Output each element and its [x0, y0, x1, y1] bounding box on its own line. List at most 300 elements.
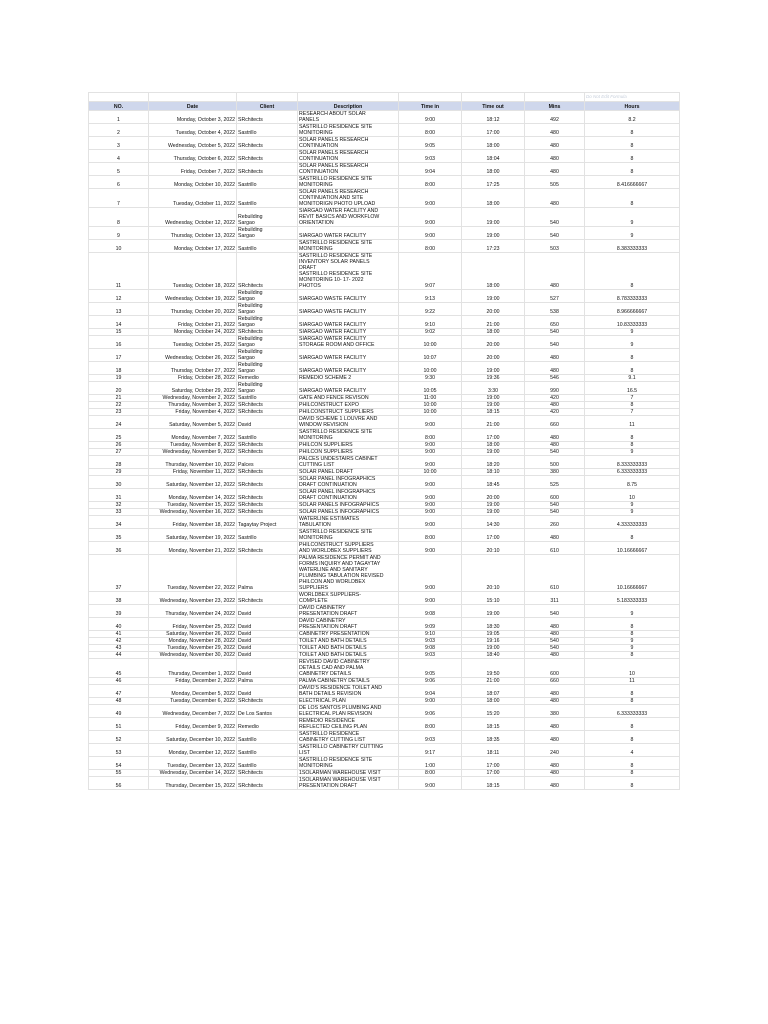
row-number[interactable]: 38 [89, 592, 149, 605]
date-cell[interactable]: Thursday, November 3, 2022 [149, 402, 237, 409]
description-cell[interactable]: 1SOLARMAN WAREHOUSE VISIT [298, 770, 399, 777]
date-cell[interactable]: Friday, October 7, 2022 [149, 163, 237, 176]
description-cell[interactable]: WATERLINE ESTIMATES TABULATION [298, 516, 399, 529]
time-in-cell[interactable]: 8:00 [399, 124, 462, 137]
date-cell[interactable]: Monday, November 28, 2022 [149, 638, 237, 645]
header-time-in[interactable]: Time in [399, 102, 462, 111]
time-in-cell[interactable]: 9:05 [399, 659, 462, 678]
client-cell[interactable]: Rebuilding Sargao [237, 362, 298, 375]
client-cell[interactable]: SRchitects [237, 502, 298, 509]
client-cell[interactable]: Rebuilding Sargao [237, 382, 298, 395]
header-description[interactable]: Description [298, 102, 399, 111]
mins-cell[interactable]: 480 [525, 137, 585, 150]
description-cell[interactable]: SIARGAO WASTE FACILITY [298, 290, 399, 303]
date-cell[interactable]: Friday, December 9, 2022 [149, 718, 237, 731]
time-out-cell[interactable]: 17:00 [462, 770, 525, 777]
time-in-cell[interactable]: 9:00 [399, 555, 462, 592]
date-cell[interactable]: Wednesday, November 30, 2022 [149, 652, 237, 659]
row-number[interactable]: 40 [89, 618, 149, 631]
time-out-cell[interactable]: 18:07 [462, 685, 525, 698]
description-cell[interactable]: SOLAR PANELS RESEARCH CONTINUATION AND SITE MONITORIGN PHOTO UPLOAD [298, 189, 399, 208]
hours-cell[interactable]: 8 [585, 442, 680, 449]
mins-cell[interactable]: 480 [525, 150, 585, 163]
hours-cell[interactable]: 8.783333333 [585, 290, 680, 303]
hours-cell[interactable]: 8.966666667 [585, 303, 680, 316]
time-in-cell[interactable]: 9:00 [399, 698, 462, 705]
time-in-cell[interactable]: 10:00 [399, 469, 462, 476]
mins-cell[interactable]: 546 [525, 375, 585, 382]
client-cell[interactable]: SRchitects [237, 592, 298, 605]
row-number[interactable]: 43 [89, 645, 149, 652]
client-cell[interactable]: SRchitects [237, 402, 298, 409]
mins-cell[interactable]: 480 [525, 685, 585, 698]
description-cell[interactable]: REMEDIO SCHEME 2 [298, 375, 399, 382]
time-out-cell[interactable]: 19:50 [462, 659, 525, 678]
time-out-cell[interactable]: 19:00 [462, 402, 525, 409]
hours-cell[interactable]: 8 [585, 757, 680, 770]
date-cell[interactable]: Tuesday, November 29, 2022 [149, 645, 237, 652]
client-cell[interactable]: Remedio [237, 375, 298, 382]
date-cell[interactable]: Wednesday, October 19, 2022 [149, 290, 237, 303]
date-cell[interactable]: Saturday, November 26, 2022 [149, 631, 237, 638]
time-in-cell[interactable]: 10:00 [399, 402, 462, 409]
hours-cell[interactable]: 8 [585, 163, 680, 176]
description-cell[interactable]: PHILCON SUPPLIERS [298, 449, 399, 456]
time-out-cell[interactable]: 20:10 [462, 542, 525, 555]
row-number[interactable]: 7 [89, 189, 149, 208]
mins-cell[interactable]: 480 [525, 429, 585, 442]
date-cell[interactable]: Saturday, November 19, 2022 [149, 529, 237, 542]
time-in-cell[interactable]: 9:00 [399, 509, 462, 516]
date-cell[interactable]: Thursday, November 24, 2022 [149, 605, 237, 618]
client-cell[interactable]: SRchitects [237, 777, 298, 790]
time-in-cell[interactable]: 9:00 [399, 777, 462, 790]
mins-cell[interactable]: 538 [525, 303, 585, 316]
time-out-cell[interactable]: 20:00 [462, 489, 525, 502]
time-out-cell[interactable]: 19:05 [462, 631, 525, 638]
mins-cell[interactable]: 540 [525, 502, 585, 509]
hours-cell[interactable]: 8 [585, 631, 680, 638]
row-number[interactable]: 14 [89, 316, 149, 329]
client-cell[interactable]: Sastrillo [237, 124, 298, 137]
date-cell[interactable]: Friday, October 28, 2022 [149, 375, 237, 382]
row-number[interactable]: 1 [89, 111, 149, 124]
description-cell[interactable]: 1SOLARMAN WAREHOUSE VISIT PRESENTATION DRAFT [298, 777, 399, 790]
description-cell[interactable]: TOILET AND BATH DETAILS [298, 645, 399, 652]
mins-cell[interactable]: 527 [525, 290, 585, 303]
hours-cell[interactable]: 9 [585, 449, 680, 456]
hours-cell[interactable]: 8 [585, 362, 680, 375]
description-cell[interactable]: SOLAR PANEL INFOGRAPHICS DRAFT CONTINUATION [298, 489, 399, 502]
time-in-cell[interactable]: 8:00 [399, 770, 462, 777]
date-cell[interactable]: Monday, October 3, 2022 [149, 111, 237, 124]
description-cell[interactable]: ELECTRICAL PLAN [298, 698, 399, 705]
row-number[interactable]: 9 [89, 227, 149, 240]
client-cell[interactable]: David [237, 416, 298, 429]
header-hours[interactable]: Hours [585, 102, 680, 111]
mins-cell[interactable]: 480 [525, 253, 585, 290]
client-cell[interactable]: Sastrillo [237, 189, 298, 208]
mins-cell[interactable]: 480 [525, 718, 585, 731]
client-cell[interactable]: David [237, 618, 298, 631]
time-in-cell[interactable]: 9:00 [399, 208, 462, 227]
time-in-cell[interactable]: 9:00 [399, 189, 462, 208]
client-cell[interactable]: De Los Santos [237, 705, 298, 718]
mins-cell[interactable]: 420 [525, 395, 585, 402]
description-cell[interactable]: WORLDBEX SUPPLIERS- COMPLETE [298, 592, 399, 605]
row-number[interactable]: 18 [89, 362, 149, 375]
time-out-cell[interactable]: 18:04 [462, 150, 525, 163]
time-in-cell[interactable]: 9:00 [399, 442, 462, 449]
time-out-cell[interactable]: 18:45 [462, 476, 525, 489]
header-no[interactable]: NO. [89, 102, 149, 111]
client-cell[interactable]: David [237, 645, 298, 652]
client-cell[interactable]: SRchitects [237, 509, 298, 516]
date-cell[interactable]: Saturday, November 5, 2022 [149, 416, 237, 429]
mins-cell[interactable]: 540 [525, 449, 585, 456]
description-cell[interactable]: SOLAR PANEL INFOGRAPHICS DRAFT CONTINUATION [298, 476, 399, 489]
time-out-cell[interactable]: 21:00 [462, 416, 525, 429]
description-cell[interactable]: SOLAR PANELS RESEARCH CONTINUATION [298, 163, 399, 176]
time-in-cell[interactable]: 11:00 [399, 395, 462, 402]
hours-cell[interactable]: 11 [585, 678, 680, 685]
time-out-cell[interactable]: 19:00 [462, 509, 525, 516]
date-cell[interactable]: Monday, December 12, 2022 [149, 744, 237, 757]
client-cell[interactable]: SRchitects [237, 542, 298, 555]
hours-cell[interactable]: 9.1 [585, 375, 680, 382]
client-cell[interactable]: Sastrillo [237, 240, 298, 253]
client-cell[interactable]: SRchitects [237, 489, 298, 502]
header-time-out[interactable]: Time out [462, 102, 525, 111]
time-in-cell[interactable]: 8:00 [399, 429, 462, 442]
time-in-cell[interactable]: 9:00 [399, 516, 462, 529]
time-in-cell[interactable]: 8:00 [399, 176, 462, 189]
mins-cell[interactable]: 480 [525, 124, 585, 137]
time-in-cell[interactable]: 9:03 [399, 731, 462, 744]
date-cell[interactable]: Tuesday, October 11, 2022 [149, 189, 237, 208]
description-cell[interactable]: DE LOS SANTOS PLUMBING AND ELECTRICAL PLAN REVISION [298, 705, 399, 718]
hours-cell[interactable]: 8.333333333 [585, 456, 680, 469]
time-out-cell[interactable]: 18:00 [462, 189, 525, 208]
time-in-cell[interactable]: 9:06 [399, 678, 462, 685]
time-in-cell[interactable]: 9:10 [399, 631, 462, 638]
row-number[interactable]: 16 [89, 336, 149, 349]
hours-cell[interactable]: 8 [585, 429, 680, 442]
time-out-cell[interactable]: 20:00 [462, 349, 525, 362]
mins-cell[interactable]: 480 [525, 362, 585, 375]
time-out-cell[interactable]: 18:00 [462, 253, 525, 290]
time-out-cell[interactable]: 18:15 [462, 718, 525, 731]
time-out-cell[interactable]: 18:15 [462, 409, 525, 416]
date-cell[interactable]: Thursday, October 20, 2022 [149, 303, 237, 316]
time-out-cell[interactable]: 17:00 [462, 529, 525, 542]
date-cell[interactable]: Wednesday, December 14, 2022 [149, 770, 237, 777]
date-cell[interactable]: Wednesday, December 7, 2022 [149, 705, 237, 718]
time-in-cell[interactable]: 9:07 [399, 253, 462, 290]
time-in-cell[interactable]: 9:00 [399, 449, 462, 456]
time-in-cell[interactable]: 1:00 [399, 757, 462, 770]
hours-cell[interactable]: 9 [585, 509, 680, 516]
description-cell[interactable]: PHILCONSTRUCT SUPPLIERS AND WORLDBEX SUPPLIERS [298, 542, 399, 555]
time-out-cell[interactable]: 18:00 [462, 442, 525, 449]
client-cell[interactable]: SRchitects [237, 329, 298, 336]
row-number[interactable]: 35 [89, 529, 149, 542]
date-cell[interactable]: Tuesday, October 25, 2022 [149, 336, 237, 349]
time-in-cell[interactable]: 9:02 [399, 329, 462, 336]
date-cell[interactable]: Wednesday, October 26, 2022 [149, 349, 237, 362]
row-number[interactable]: 47 [89, 685, 149, 698]
time-out-cell[interactable]: 14:30 [462, 516, 525, 529]
date-cell[interactable]: Wednesday, October 5, 2022 [149, 137, 237, 150]
row-number[interactable]: 17 [89, 349, 149, 362]
time-out-cell[interactable]: 20:10 [462, 555, 525, 592]
time-out-cell[interactable]: 18:11 [462, 744, 525, 757]
date-cell[interactable]: Tuesday, December 6, 2022 [149, 698, 237, 705]
date-cell[interactable]: Tuesday, December 13, 2022 [149, 757, 237, 770]
mins-cell[interactable]: 380 [525, 705, 585, 718]
hours-cell[interactable]: 7 [585, 395, 680, 402]
description-cell[interactable]: PHILCONSTRUCT SUPPLIERS [298, 409, 399, 416]
time-in-cell[interactable]: 9:22 [399, 303, 462, 316]
mins-cell[interactable]: 540 [525, 336, 585, 349]
row-number[interactable]: 30 [89, 476, 149, 489]
row-number[interactable]: 54 [89, 757, 149, 770]
client-cell[interactable]: Sastrillo [237, 395, 298, 402]
time-out-cell[interactable]: 18:40 [462, 652, 525, 659]
time-out-cell[interactable]: 17:00 [462, 429, 525, 442]
time-out-cell[interactable]: 19:00 [462, 362, 525, 375]
time-out-cell[interactable]: 18:10 [462, 469, 525, 476]
time-in-cell[interactable]: 9:00 [399, 227, 462, 240]
hours-cell[interactable]: 8 [585, 777, 680, 790]
row-number[interactable]: 52 [89, 731, 149, 744]
hours-cell[interactable]: 9 [585, 329, 680, 336]
date-cell[interactable]: Wednesday, November 16, 2022 [149, 509, 237, 516]
description-cell[interactable]: SOLAR PANELS RESEARCH CONTINUATION [298, 150, 399, 163]
time-in-cell[interactable]: 10:07 [399, 349, 462, 362]
client-cell[interactable]: SRchitects [237, 253, 298, 290]
hours-cell[interactable]: 8 [585, 124, 680, 137]
row-number[interactable]: 51 [89, 718, 149, 731]
mins-cell[interactable]: 480 [525, 163, 585, 176]
description-cell[interactable]: SIARGAO WATER FACILITY AND REVIT BASICS AND WORKFLOW ORIENTATION [298, 208, 399, 227]
client-cell[interactable]: David [237, 638, 298, 645]
hours-cell[interactable]: 9 [585, 227, 680, 240]
mins-cell[interactable]: 540 [525, 208, 585, 227]
row-number[interactable]: 10 [89, 240, 149, 253]
client-cell[interactable]: SRchitects [237, 111, 298, 124]
client-cell[interactable]: Sastrillo [237, 529, 298, 542]
row-number[interactable]: 31 [89, 489, 149, 502]
mins-cell[interactable]: 660 [525, 678, 585, 685]
row-number[interactable]: 4 [89, 150, 149, 163]
client-cell[interactable]: Sastrillo [237, 176, 298, 189]
description-cell[interactable]: TOILET AND BATH DETAILS [298, 638, 399, 645]
hours-cell[interactable]: 8 [585, 618, 680, 631]
client-cell[interactable]: David [237, 659, 298, 678]
row-number[interactable]: 12 [89, 290, 149, 303]
time-out-cell[interactable]: 18:00 [462, 163, 525, 176]
time-in-cell[interactable]: 9:03 [399, 652, 462, 659]
time-in-cell[interactable]: 9:08 [399, 605, 462, 618]
date-cell[interactable]: Monday, November 21, 2022 [149, 542, 237, 555]
mins-cell[interactable]: 540 [525, 227, 585, 240]
description-cell[interactable]: DAVID CABINETRY PRESENTATION DRAFT [298, 605, 399, 618]
time-in-cell[interactable]: 9:06 [399, 705, 462, 718]
description-cell[interactable]: SIARGAO WATER FACILITY [298, 382, 399, 395]
description-cell[interactable]: SASTRILLO RESIDENCE SITE MONITORING [298, 124, 399, 137]
description-cell[interactable]: SOLAR PANEL DRAFT [298, 469, 399, 476]
date-cell[interactable]: Thursday, October 27, 2022 [149, 362, 237, 375]
description-cell[interactable]: SASTRILLO RESIDENCE SITE MONITORING [298, 176, 399, 189]
row-number[interactable]: 34 [89, 516, 149, 529]
time-in-cell[interactable]: 9:04 [399, 163, 462, 176]
time-in-cell[interactable]: 10:00 [399, 409, 462, 416]
row-number[interactable]: 41 [89, 631, 149, 638]
mins-cell[interactable]: 480 [525, 189, 585, 208]
time-in-cell[interactable]: 9:00 [399, 592, 462, 605]
description-cell[interactable]: SOLAR PANELS RESEARCH CONTINUATION [298, 137, 399, 150]
client-cell[interactable]: SRchitects [237, 442, 298, 449]
mins-cell[interactable]: 600 [525, 489, 585, 502]
row-number[interactable]: 15 [89, 329, 149, 336]
row-number[interactable]: 32 [89, 502, 149, 509]
description-cell[interactable]: SASTRILLO RESIDENCE SITE MONITORING [298, 529, 399, 542]
description-cell[interactable]: SIARGAO WASTE FACILITY [298, 303, 399, 316]
hours-cell[interactable]: 10.16666667 [585, 542, 680, 555]
row-number[interactable]: 26 [89, 442, 149, 449]
description-cell[interactable]: SIARGAO WATER FACILITY [298, 329, 399, 336]
hours-cell[interactable]: 9 [585, 336, 680, 349]
row-number[interactable]: 46 [89, 678, 149, 685]
hours-cell[interactable]: 9 [585, 645, 680, 652]
hours-cell[interactable]: 9 [585, 638, 680, 645]
time-out-cell[interactable]: 18:35 [462, 731, 525, 744]
description-cell[interactable]: RESEARCH ABOUT SOLAR PANELS [298, 111, 399, 124]
date-cell[interactable]: Thursday, December 15, 2022 [149, 777, 237, 790]
date-cell[interactable]: Thursday, December 1, 2022 [149, 659, 237, 678]
description-cell[interactable]: TOILET AND BATH DETAILS [298, 652, 399, 659]
client-cell[interactable]: Sastrillo [237, 757, 298, 770]
time-in-cell[interactable]: 10:00 [399, 336, 462, 349]
time-in-cell[interactable]: 9:04 [399, 685, 462, 698]
time-in-cell[interactable]: 9:17 [399, 744, 462, 757]
description-cell[interactable]: SIARGAO WATER FACILITY [298, 362, 399, 375]
date-cell[interactable]: Friday, October 21, 2022 [149, 316, 237, 329]
time-out-cell[interactable]: 18:00 [462, 329, 525, 336]
description-cell[interactable]: SASTRILLO RESIDENCE SITE MONITORING [298, 757, 399, 770]
mins-cell[interactable]: 660 [525, 416, 585, 429]
mins-cell[interactable]: 505 [525, 176, 585, 189]
time-in-cell[interactable]: 8:00 [399, 240, 462, 253]
date-cell[interactable]: Thursday, November 10, 2022 [149, 456, 237, 469]
time-in-cell[interactable]: 9:00 [399, 416, 462, 429]
date-cell[interactable]: Saturday, October 29, 2022 [149, 382, 237, 395]
hours-cell[interactable]: 8 [585, 189, 680, 208]
time-out-cell[interactable]: 19:00 [462, 449, 525, 456]
client-cell[interactable]: SRchitects [237, 770, 298, 777]
description-cell[interactable]: REVISED DAVID CABINETRY DETAILS CAD AND PALMA CABINETRY DETAILS [298, 659, 399, 678]
time-out-cell[interactable]: 15:10 [462, 592, 525, 605]
hours-cell[interactable]: 8 [585, 349, 680, 362]
header-mins[interactable]: Mins [525, 102, 585, 111]
time-out-cell[interactable]: 19:36 [462, 375, 525, 382]
client-cell[interactable]: Sastrillo [237, 744, 298, 757]
hours-cell[interactable]: 8.383333333 [585, 240, 680, 253]
description-cell[interactable]: SIARGAO WATER FACILITY [298, 316, 399, 329]
hours-cell[interactable]: 10.16666667 [585, 555, 680, 592]
description-cell[interactable]: SIARGAO WATER FACILITY [298, 349, 399, 362]
client-cell[interactable]: SRchitects [237, 449, 298, 456]
description-cell[interactable]: SASTRILLO RESIDENCE SITE MONITORING [298, 240, 399, 253]
hours-cell[interactable]: 4.333333333 [585, 516, 680, 529]
date-cell[interactable]: Friday, November 18, 2022 [149, 516, 237, 529]
client-cell[interactable]: Rebuilding Sargao [237, 349, 298, 362]
time-in-cell[interactable]: 9:00 [399, 111, 462, 124]
description-cell[interactable]: GATE AND FENCE REVISON [298, 395, 399, 402]
time-in-cell[interactable]: 9:03 [399, 150, 462, 163]
client-cell[interactable]: Rebuilding Sargao [237, 208, 298, 227]
date-cell[interactable]: Monday, October 17, 2022 [149, 240, 237, 253]
time-out-cell[interactable]: 20:00 [462, 303, 525, 316]
time-out-cell[interactable]: 18:20 [462, 456, 525, 469]
row-number[interactable]: 45 [89, 659, 149, 678]
mins-cell[interactable]: 540 [525, 638, 585, 645]
client-cell[interactable]: Rebuilding Sargao [237, 290, 298, 303]
description-cell[interactable]: SIARGAO WATER FACILITY STORAGE ROOM AND OFFICE [298, 336, 399, 349]
time-out-cell[interactable]: 17:23 [462, 240, 525, 253]
hours-cell[interactable]: 8.416666667 [585, 176, 680, 189]
time-in-cell[interactable]: 9:05 [399, 137, 462, 150]
hours-cell[interactable]: 8 [585, 685, 680, 698]
hours-cell[interactable]: 16.5 [585, 382, 680, 395]
mins-cell[interactable]: 311 [525, 592, 585, 605]
client-cell[interactable]: Remedio [237, 718, 298, 731]
date-cell[interactable]: Tuesday, October 18, 2022 [149, 253, 237, 290]
mins-cell[interactable]: 610 [525, 555, 585, 592]
hours-cell[interactable]: 10 [585, 489, 680, 502]
time-in-cell[interactable]: 9:00 [399, 542, 462, 555]
description-cell[interactable]: SASTRILLO RESIDENCE SITE MONITORING [298, 429, 399, 442]
mins-cell[interactable]: 480 [525, 529, 585, 542]
date-cell[interactable]: Monday, December 5, 2022 [149, 685, 237, 698]
date-cell[interactable]: Monday, November 7, 2022 [149, 429, 237, 442]
mins-cell[interactable]: 480 [525, 652, 585, 659]
description-cell[interactable]: CABINETRY PRESENTATION [298, 631, 399, 638]
time-in-cell[interactable]: 9:13 [399, 290, 462, 303]
hours-cell[interactable]: 9 [585, 502, 680, 509]
row-number[interactable]: 5 [89, 163, 149, 176]
mins-cell[interactable]: 380 [525, 469, 585, 476]
mins-cell[interactable]: 480 [525, 349, 585, 362]
description-cell[interactable]: PALMA CABINETRY DETAILS [298, 678, 399, 685]
hours-cell[interactable]: 7 [585, 409, 680, 416]
client-cell[interactable]: Rebuilding Sargao [237, 227, 298, 240]
date-cell[interactable]: Wednesday, November 9, 2022 [149, 449, 237, 456]
mins-cell[interactable]: 240 [525, 744, 585, 757]
client-cell[interactable]: Palma [237, 555, 298, 592]
row-number[interactable]: 21 [89, 395, 149, 402]
mins-cell[interactable]: 540 [525, 605, 585, 618]
date-cell[interactable]: Friday, December 2, 2022 [149, 678, 237, 685]
mins-cell[interactable]: 540 [525, 645, 585, 652]
row-number[interactable]: 44 [89, 652, 149, 659]
mins-cell[interactable]: 610 [525, 542, 585, 555]
row-number[interactable]: 55 [89, 770, 149, 777]
hours-cell[interactable]: 8 [585, 402, 680, 409]
hours-cell[interactable]: 9 [585, 605, 680, 618]
row-number[interactable]: 48 [89, 698, 149, 705]
